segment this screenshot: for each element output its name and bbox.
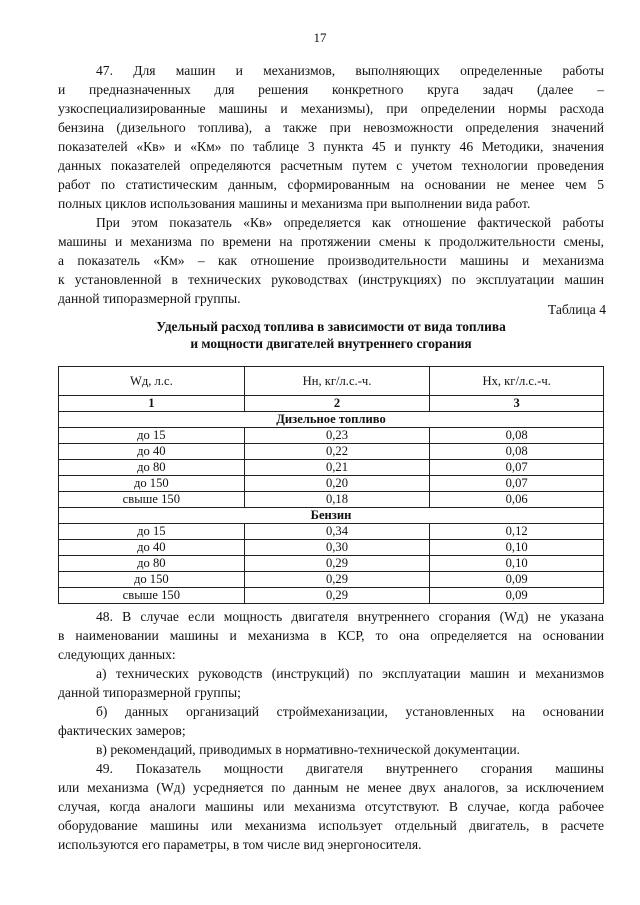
table-index-row: [59, 396, 604, 412]
table-header-row: [59, 367, 604, 396]
para47-line-7: работ по статистическим данным, сформированным на основании не менее чем 5: [58, 177, 604, 192]
para49-line-3: случая, когда аналоги машины или механизма отсутствуют. В случае, когда рабочее: [58, 799, 604, 814]
table-cell: 0,20: [244, 476, 430, 492]
table-cell: до 150: [59, 476, 245, 492]
para-kv-line-3: а показатель «Км» – как отношение производительности машины и механизма: [58, 253, 604, 268]
table-caption: [58, 318, 604, 352]
table-cell: 3: [430, 396, 604, 412]
table-row: [59, 460, 604, 476]
table-cell: свыше 150: [59, 588, 245, 604]
para48-b-line-2: фактических замеров;: [58, 723, 186, 738]
table-cell: 0,29: [244, 588, 430, 604]
table-cell: 1: [59, 396, 245, 412]
para47-line-1: 47. Для машин и механизмов, выполняющих определенные работы: [96, 63, 604, 78]
table-cell: 0,22: [244, 444, 430, 460]
table-cell: 0,07: [430, 476, 604, 492]
table-cell: 0,08: [430, 428, 604, 444]
table-row: [59, 556, 604, 572]
para48-b-line-1: б) данных организаций строймеханизации, установленных на основании: [96, 704, 604, 719]
para48-a-line-1: а) технических руководств (инструкций) по эксплуатации машин и механизмов: [96, 666, 604, 681]
para-kv-line-2: машины и механизма по времени на протяжении смены к продолжительности смены,: [58, 234, 604, 249]
table-cell: до 15: [59, 524, 245, 540]
para48-c-line-1: в) рекомендаций, приводимых в нормативно-технической документации.: [96, 742, 520, 757]
para48-a-line-2: данной типоразмерной группы;: [58, 685, 241, 700]
table-cell: 0,09: [430, 572, 604, 588]
para-kv-line-5: данной типоразмерной группы.: [58, 291, 241, 306]
table-cell: 0,10: [430, 540, 604, 556]
table-cell: 0,08: [430, 444, 604, 460]
table-row: [59, 476, 604, 492]
table-caption-line-2: и мощности двигателей внутреннего сгорания: [190, 336, 472, 351]
table-section-title: Дизельное топливо: [59, 412, 604, 428]
table-row: [59, 524, 604, 540]
table-row: [59, 492, 604, 508]
para47-line-8: полных циклов использования машины и механизма при выполнении вида работ.: [58, 196, 531, 211]
para49-line-5: используются его параметры, в том числе вид энергоносителя.: [58, 837, 422, 852]
table-cell: 0,18: [244, 492, 430, 508]
table-cell: 0,09: [430, 588, 604, 604]
para47-line-6: данных показателей определяются расчетным путем с учетом технологии проведения: [58, 158, 604, 173]
table-cell: 0,21: [244, 460, 430, 476]
table-section-title: Бензин: [59, 508, 604, 524]
table-row: [59, 428, 604, 444]
table-cell: до 40: [59, 444, 245, 460]
fuel-table-body: [59, 367, 604, 604]
para48-line-1: 48. В случае если мощность двигателя внутреннего сгорания (Wд) не указана: [96, 609, 604, 624]
table-cell: до 80: [59, 556, 245, 572]
table-section-row: [59, 508, 604, 524]
table-cell: 0,34: [244, 524, 430, 540]
para47-line-4: бензина (дизельного топлива), а также при невозможности определения значений: [58, 120, 604, 135]
table-row: [59, 540, 604, 556]
para48-line-3: следующих данных:: [58, 647, 176, 662]
table-cell: 0,29: [244, 556, 430, 572]
table-row: [59, 588, 604, 604]
para47-line-3: узкоспециализированные машины и механизмы), при определении нормы расхода: [58, 101, 604, 116]
table-cell: Нх, кг/л.с.-ч.: [430, 367, 604, 396]
para48-line-2: в наименовании машины и механизма в КСР, то она определяется на основании: [58, 628, 604, 643]
table-section-row: [59, 412, 604, 428]
table-cell: Нн, кг/л.с.-ч.: [244, 367, 430, 396]
table-cell: 0,10: [430, 556, 604, 572]
para-kv-line-4: к установленной в технических руководствах (инструкциях) по эксплуатации машин: [58, 272, 604, 287]
table-row: [59, 444, 604, 460]
table-cell: до 15: [59, 428, 245, 444]
table-cell: 2: [244, 396, 430, 412]
table-cell: 0,29: [244, 572, 430, 588]
para49-line-1: 49. Показатель мощности двигателя внутреннего сгорания машины: [96, 761, 604, 776]
table-cell: свыше 150: [59, 492, 245, 508]
fuel-consumption-table: [58, 366, 604, 604]
page-number: 17: [313, 30, 327, 45]
table-caption-line-1: Удельный расход топлива в зависимости от вида топлива: [156, 319, 506, 334]
table-cell: до 150: [59, 572, 245, 588]
para47-line-5: показателей «Кв» и «Км» по таблице 3 пункта 45 и пункту 46 Методики, значения: [58, 139, 604, 154]
table-row: [59, 572, 604, 588]
table-cell: 0,30: [244, 540, 430, 556]
para47-line-2: и предназначенных для решения конкретного круга задач (далее –: [58, 82, 604, 97]
table-cell: Wд, л.с.: [59, 367, 245, 396]
table-cell: 0,23: [244, 428, 430, 444]
table-cell: 0,12: [430, 524, 604, 540]
para-kv-line-1: При этом показатель «Кв» определяется как отношение фактической работы: [96, 215, 604, 230]
table-cell: до 80: [59, 460, 245, 476]
para49-line-2: или механизма (Wд) усредняется по данным не менее двух аналогов, за исключением: [58, 780, 604, 795]
para49-line-4: оборудование машины или механизма использует отдельный двигатель, в расчете: [58, 818, 604, 833]
table-cell: 0,06: [430, 492, 604, 508]
table-cell: до 40: [59, 540, 245, 556]
table-label: Таблица 4: [547, 302, 606, 317]
table-cell: 0,07: [430, 460, 604, 476]
